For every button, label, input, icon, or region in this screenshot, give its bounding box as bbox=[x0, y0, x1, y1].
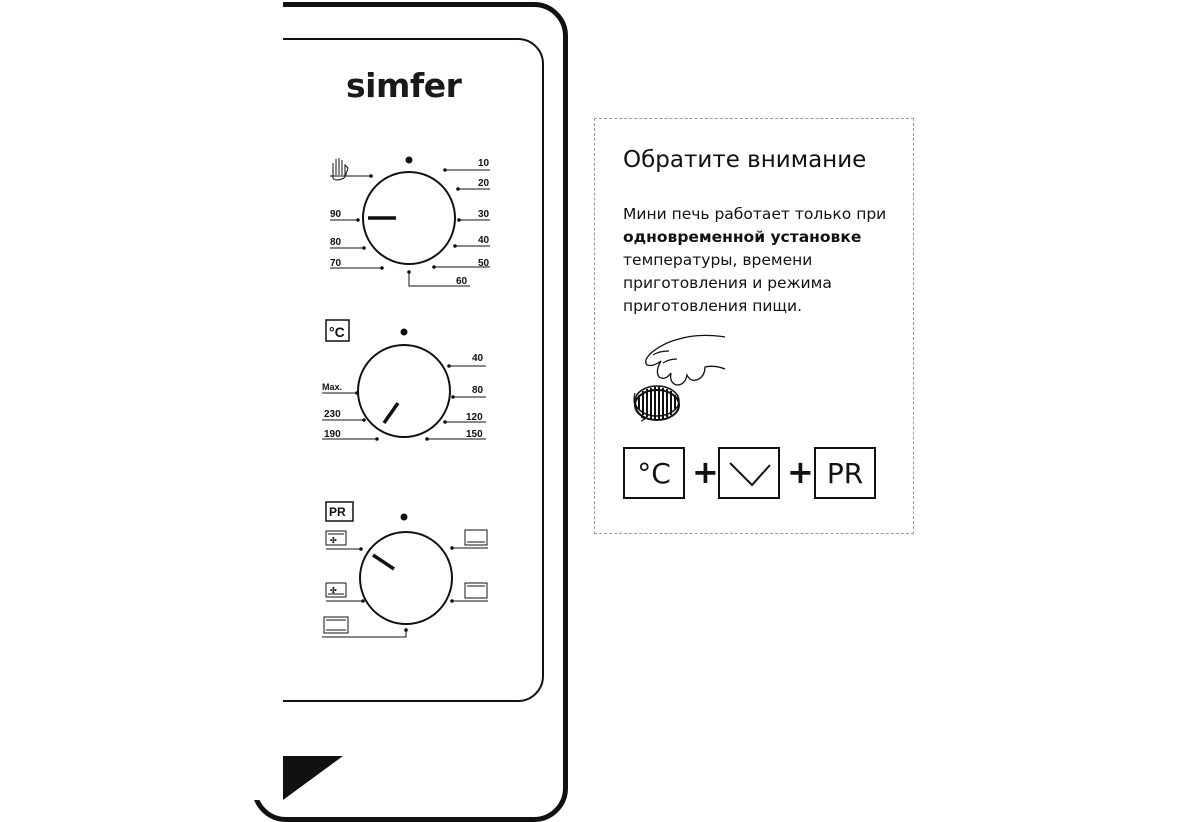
mode-dial-marker-dot bbox=[401, 514, 408, 521]
formula-clock-box bbox=[718, 447, 780, 499]
timer-tick-dot bbox=[369, 174, 373, 178]
hand-turning-knob-icon bbox=[629, 331, 729, 427]
mode-dial-knob[interactable] bbox=[360, 532, 452, 624]
temp-label-40: 40 bbox=[472, 353, 484, 364]
temp-label-230: 230 bbox=[324, 409, 341, 420]
svg-text:✣: ✣ bbox=[330, 536, 337, 545]
temp-label-80: 80 bbox=[472, 385, 484, 396]
timer-dial[interactable] bbox=[330, 157, 490, 288]
formula-temperature-symbol: °C bbox=[637, 456, 671, 490]
temperature-dial-marker-dot bbox=[401, 329, 408, 336]
fan-bottom-heat-icon bbox=[326, 583, 346, 597]
panel-left-crop bbox=[0, 0, 283, 800]
timer-label-40: 40 bbox=[478, 235, 490, 246]
notice-box bbox=[594, 118, 914, 534]
formula-plus-1: + bbox=[692, 453, 719, 491]
temperature-dial[interactable] bbox=[322, 320, 486, 441]
temp-label-150: 150 bbox=[466, 429, 483, 440]
timer-label-60: 60 bbox=[456, 276, 468, 287]
temp-label-120: 120 bbox=[466, 412, 483, 423]
bottom-heat-icon bbox=[465, 583, 487, 598]
temp-label-190: 190 bbox=[324, 429, 341, 440]
timer-tick-dot bbox=[380, 266, 384, 270]
temp-label-max: Max. bbox=[322, 382, 343, 392]
notice-text-end: температуры, времени приготовления и режима приготовления пищи. bbox=[623, 251, 832, 315]
notice-text-start: Мини печь работает только при bbox=[623, 205, 887, 223]
control-dials bbox=[283, 140, 523, 660]
timer-label-10: 10 bbox=[478, 158, 490, 169]
timer-label-80: 80 bbox=[330, 237, 342, 248]
mode-tick-dot bbox=[359, 547, 363, 551]
hand-icon bbox=[333, 158, 348, 180]
clock-hands-icon bbox=[720, 449, 778, 497]
svg-text:✣: ✣ bbox=[330, 586, 337, 595]
brand-logo: simfer bbox=[346, 66, 462, 105]
top-heat-icon bbox=[465, 530, 487, 545]
temperature-dial-knob[interactable] bbox=[358, 345, 450, 437]
mode-dial[interactable] bbox=[322, 502, 488, 637]
timer-tick-dot bbox=[356, 218, 360, 222]
formula-mode-box bbox=[814, 447, 876, 499]
mode-symbol: PR bbox=[329, 505, 346, 519]
notice-text bbox=[623, 203, 913, 318]
notice-text-bold: одновременной установке bbox=[623, 228, 862, 246]
temp-tick-dot bbox=[355, 391, 359, 395]
timer-label-70: 70 bbox=[330, 258, 342, 269]
formula-mode-symbol: PR bbox=[826, 456, 864, 490]
timer-label-30: 30 bbox=[478, 209, 490, 220]
temperature-symbol: °C bbox=[329, 324, 345, 340]
timer-label-50: 50 bbox=[478, 258, 490, 269]
top-bottom-heat-icon bbox=[324, 617, 348, 633]
fan-top-heat-icon bbox=[326, 531, 346, 545]
timer-label-20: 20 bbox=[478, 178, 490, 189]
temp-tick-dot bbox=[362, 418, 366, 422]
mode-tick-dot bbox=[361, 599, 365, 603]
timer-dial-marker-dot bbox=[406, 157, 413, 164]
formula-plus-2: + bbox=[787, 453, 814, 491]
timer-label-90: 90 bbox=[330, 209, 342, 220]
notice-title: Обратите внимание bbox=[623, 147, 867, 173]
temp-tick-dot bbox=[375, 437, 379, 441]
settings-formula bbox=[623, 447, 881, 503]
timer-tick-dot bbox=[362, 246, 366, 250]
formula-temperature-box bbox=[623, 447, 685, 499]
